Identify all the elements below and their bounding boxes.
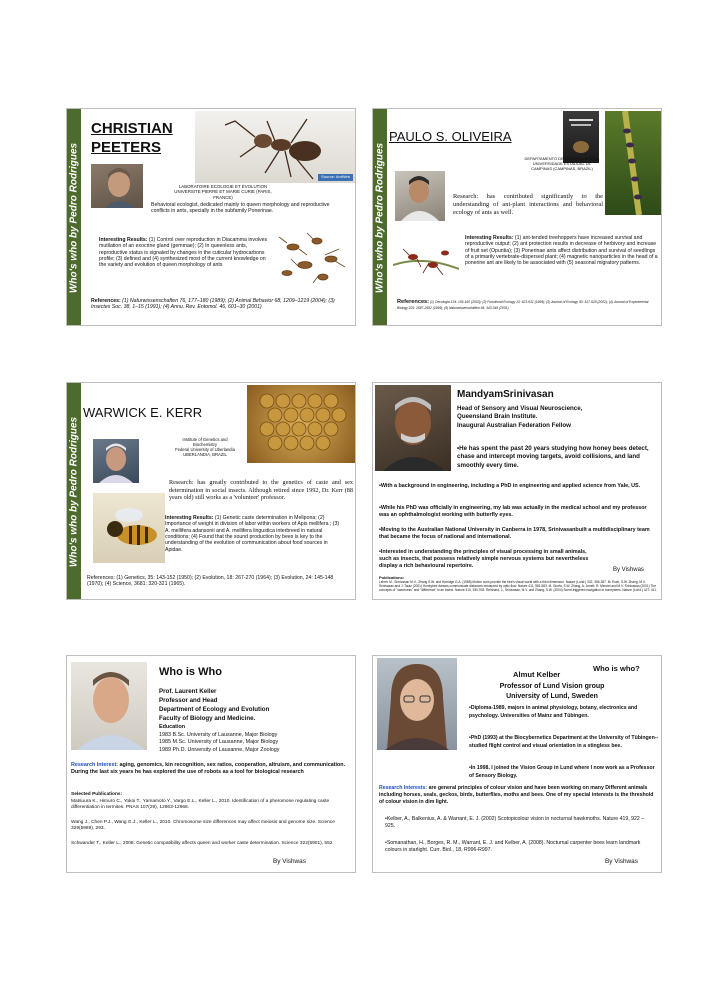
stem-with-insects-icon — [605, 111, 661, 215]
person-icon — [71, 662, 147, 750]
affil-line-3: CAMPINAS (CAMPINAS, BRAZIL) — [531, 165, 593, 171]
person-name: PAULO S. OLIVEIRA — [389, 129, 512, 144]
header: Who is Who — [159, 666, 222, 678]
role: Professor and Head — [159, 696, 218, 704]
ants-on-plant-photo — [393, 235, 459, 287]
bee-icon — [93, 493, 165, 563]
publication: • Kelber, A., Balkenius, A. & Warrant, E. J. (2002) Scotopicolour vision in nocturnal hawkmoths. Nature 419, 922 – 925. — [385, 816, 655, 831]
ants-cluster-icon — [273, 229, 351, 287]
interesting-results — [99, 237, 273, 269]
references — [91, 298, 353, 311]
bullet-2: • With a background in engineering, including a PhD in engineering and applied science from Yale, US. — [379, 483, 657, 490]
results-text: (1) Genetic caste determination in Melipona; (2) Importance of weight in division of labor within workers of Apis mellifera ; (3) A. mellifera adansonii and A. mellifera lingustica interbreed in natural conditions; (4) Found that the sound production by bees is key to the understanding of the evolution of communication about food sources in Apidae. — [165, 515, 340, 553]
bee-photo — [93, 493, 165, 563]
affil-line-1: LABORATOIRE ECOLOGIE ET EVOLUTION — [178, 184, 268, 189]
interesting-results — [165, 515, 343, 553]
person-name: Prof. Laurent Keller — [159, 688, 217, 695]
portrait-photo — [93, 439, 139, 483]
interesting-results — [465, 235, 659, 267]
dept-line-1: Department of Ecology and Evolution — [159, 705, 270, 713]
refs-label: References: — [397, 299, 430, 305]
education-item: 1989 Ph.D. University of Lausanne, Major Zoology — [159, 746, 280, 753]
affil-line-1: DEPARTAMENTO DE BIOLOGIA ANIMAL — [524, 156, 600, 161]
position-line-1: Professor of Lund Vision group — [499, 683, 605, 690]
header: Who is who? — [593, 664, 640, 673]
position — [457, 405, 657, 430]
person-name: MandyamSrinivasan — [457, 389, 554, 400]
bullet-3: • While his PhD was officially in engineering, my lab was actually in the medical school and my professor was an ophthalmologist working with butterfly eyes. — [379, 505, 657, 519]
intro-text: Behavioral ecologist, dedicated mainly to queen morphology and reproductive conflicts in ants, specially in the subfamily Ponerinae. — [151, 202, 330, 215]
position-line-2: Queensland Brain Institute. — [457, 413, 538, 421]
publication: • Somanathan, H., Borges, R. M., Warrant, E. J. and Kelber, A. (2008). Nocturnal carpenter bees learn landmark colours in starlight. Curr. Biol., 18, R996-R997. — [385, 840, 655, 855]
position — [477, 682, 627, 702]
portrait-photo — [375, 385, 451, 471]
portrait-photo — [395, 171, 445, 221]
affiliation — [519, 157, 605, 172]
portrait-photo — [377, 658, 457, 750]
research-interests — [379, 785, 659, 806]
plant-photo — [605, 111, 661, 215]
person-name: WARWICK E. KERR — [83, 405, 203, 420]
sidebar-label: Who's who by Pedro Rodrigues — [374, 142, 386, 294]
publication: Wang J., Chen P.J., Wang G.J., Keller L., 2010. Chromosome size differences may affect meiosis and genome size. Science 329(5989), 293. — [71, 820, 335, 832]
results-text: (1) ant-tended treehoppers have increased survival and reproductive output; (2) ant protection results in decrease of herbivory and increase of fruit set (Opuntia); (3) Ponerinae ants affect distribution and survival of seedlings of a primarily vertebrate-dispersed plant; (4) magnetic nanoparticles in the head of a ponerine ant are likely to be associated with (5) seasonal migratory patterns. — [465, 235, 658, 267]
publication: Matsuura K., Himuro C., Yokoi T., Yamamoto Y., Vargo E.L., Keller L., 2010. Identification of a pheromone regulating caste differentiation in termites. PNAS 107(29), 12963-12968. — [71, 799, 330, 811]
sidebar-bar — [373, 109, 387, 325]
interest-text: aging, genomics, kin recognition, sex ratios, cooperation, altruism, and communication. During the last six years he has explored the use of robots as a tool for biological research — [71, 762, 346, 776]
person-name — [91, 119, 173, 157]
references — [397, 299, 659, 310]
refs-text: (1) Naturwissenschaften 76, 177–180 (1989); (2) Animal Behavior 68, 1209–1219 (2004); (3) Insectes Soc. 38, 1–15 (1991); (4) Annu. Rev. Entomol. 46, 601–30 (2001) — [91, 298, 335, 311]
portrait-photo — [71, 662, 147, 750]
name-line-1: CHRISTIAN — [91, 120, 173, 137]
bullet-3: • In 1998, I joined the Vision Group in Lund where I now work as a Professor of Sensory Biology. — [469, 764, 659, 780]
publications — [379, 575, 657, 592]
ant-icon — [195, 111, 355, 183]
slide-warwick-kerr — [66, 382, 356, 600]
person-icon — [377, 658, 457, 750]
slide-christian-peeters — [66, 108, 356, 326]
bullet-2: • PhD (1993) at the Biocybernetics Department at the University of Tübingen-- studied flight control and visual orientation in a stingless bee. — [469, 734, 659, 750]
sidebar-label: Who's who by Pedro Rodrigues — [68, 142, 80, 294]
affiliation — [159, 184, 287, 200]
affil-line-2: UNIVERSIDADE ESTADUAL DE — [532, 160, 592, 166]
pubs-text: Lehrer M., Srinivasan M.V., Zhang S.W. and Horridge G.A. (1988) Motion cues provide the bee's visual world with a third dimension. Nature (Lond.) 332, 356-357. M. Esch, S.W. Zhang, M.V. Srinivasan and J. Tautz (2001) Honeybee dances communicate distances measured by optic flow. Nature 411, 581-583. M. Giurfa, S.W. Zhang, A. Jenett, R. Menzel and M.V. Srinivasan (2001) The concepts of "sameness" and "difference" in an insect. Nature 410, 930-933. Reinhard, J., Srinivasan, M.V. and Zhang, S.W. (2004) Scent-triggered navigation in honeybees. Nature (Lond.) 427: 411. — [379, 580, 657, 592]
research-interest — [71, 762, 353, 777]
sidebar-label: Who's who by Pedro Rodrigues — [68, 416, 80, 568]
position-line-3: Inaugural Australian Federation Fellow — [457, 421, 571, 429]
slide-mandyam-srinivasan — [372, 382, 662, 600]
slide-paulo-oliveira — [372, 108, 662, 326]
author-credit: By Vishwas — [273, 858, 306, 865]
results-label: Interesting Results: — [99, 237, 148, 243]
interest-label: Research Interest: — [71, 762, 119, 768]
slide-laurent-keller — [66, 655, 356, 873]
results-label: Interesting Results: — [465, 235, 514, 241]
bullet-1: • He has spent the past 20 years studying how honey bees detect, chase and intercept moving targets, avoid collisions, and land smoothly every time. — [457, 445, 657, 470]
portrait-photo — [91, 164, 143, 208]
results-label: Interesting Results: — [165, 515, 214, 521]
name-line-2: PEETERS — [91, 139, 162, 156]
pubs-label: Selected Publications: — [71, 792, 123, 797]
education — [159, 724, 355, 754]
person-icon — [93, 439, 139, 483]
person-name: Almut Kelber — [513, 670, 561, 679]
refs-text: (1) Oecologia 134: 155-160 (2003); (2) Functional Ecology 13: 623-631 (1999); (3) Journal of Ecology 90: 517-528 (2002); (4) Journal of Experimental Biology 201: 2687-2692 (1999); (5) Naturwissenschaften 84: 343-346 (2001) — [397, 300, 649, 310]
author-credit: By Vishwas — [613, 567, 644, 573]
publication: Schwander T., Keller L., 2008. Genetic compatibility affects queen and worker caste determination. Science 322(5901), 552. — [71, 841, 334, 846]
person-icon — [91, 164, 143, 208]
affil-line-1: Institute of Genetics and — [182, 437, 228, 442]
interest-label: Research Interests: — [379, 785, 428, 791]
affil-line-3: Federal University of Uberlandia — [175, 447, 235, 453]
honeycomb-photo — [247, 385, 355, 463]
bullet-1: • Diploma-1989, majors in animal physiology, botany, electronics and psychology. Universities of Mainz and Tübingen. — [469, 704, 659, 720]
dept-line-2: Faculty of Biology and Medicine. — [159, 714, 256, 722]
position-line-1: Head of Sensory and Visual Neuroscience, — [457, 405, 583, 412]
ant-photo — [195, 111, 355, 183]
author-credit: By Vishwas — [605, 858, 638, 865]
references: References: (1) Genetics, 35: 143-152 (1950); (2) Evolution, 18: 267-270 (1964); (3) Evolution, 24: 145-148 (1970); (4) Science, 3681: 320-321 (1965). — [87, 575, 334, 588]
bullet-5: • Interested in understanding the principles of visual processing in small animals, such as insects, that possess relatively simple nervous systems but nevertheless display a rich behavioural repertoire. — [379, 549, 599, 570]
refs-label: References: — [91, 298, 121, 304]
results-text: (1) Control over reproduction in Diacamma involves mutilation of an exocrine gland (gemmae); (2) In queenless ants, reproductive status is signaled by changes in the cuticular hydrocarbons profile; (3) defined and (4) synthesized most of the current knowledge on the variety and evolution of queen morphology of ants — [99, 237, 268, 269]
research-text: Research: has contributed significantly to the understanding of ant-plant interactions and behavioral ecology of ants as well. — [453, 193, 603, 216]
honeycomb-icon — [247, 385, 355, 463]
education-label: Education — [159, 724, 186, 730]
sidebar-bar — [67, 109, 81, 325]
ants-photo — [273, 229, 351, 287]
education-item: 1985 M.Sc. University of Lausanne, Major Biology — [159, 739, 279, 746]
education-item: 1983 B.Sc. University of Lausanne, Major Biology — [159, 731, 278, 738]
profile — [159, 688, 355, 724]
affil-line-2: Biochemistry — [193, 442, 217, 448]
research-text: Research: has greatly contributed to the genetics of caste and sex determination in social insects. Although retired since 1992, Dr. Kerr (88 years old) still works as a 'volunteer' professor. — [169, 479, 353, 502]
sidebar-bar — [67, 383, 81, 599]
affiliation — [167, 437, 243, 458]
interest-text: are general principles of colour vision and have been working on many Different animals including horses, seals, geckos, birds, butterflies, moths and bees. One of my special interests is the threshold of colour vision in dim light. — [379, 785, 654, 806]
pubs-label: Publications: — [379, 575, 405, 580]
affil-line-3: FRANCE) — [213, 194, 233, 200]
slide-almut-kelber — [372, 655, 662, 873]
ant-icon — [393, 235, 459, 287]
bullet-4: • Moving to the Australian National University in Canberra in 1978, Srinivasanbuilt a multidisciplinary team that became the focus of national and international. — [379, 527, 657, 541]
person-icon — [375, 385, 451, 471]
position-line-2: University of Lund, Sweden — [506, 692, 598, 700]
photo-source: Source: AntWeb — [318, 174, 353, 181]
affil-line-4: UBERLANDIA, BRAZIL — [183, 452, 227, 458]
affil-line-2: UNIVERSITE PIERRE ET MARIE CURIE (PARIS, — [174, 189, 272, 195]
person-icon — [395, 171, 445, 221]
